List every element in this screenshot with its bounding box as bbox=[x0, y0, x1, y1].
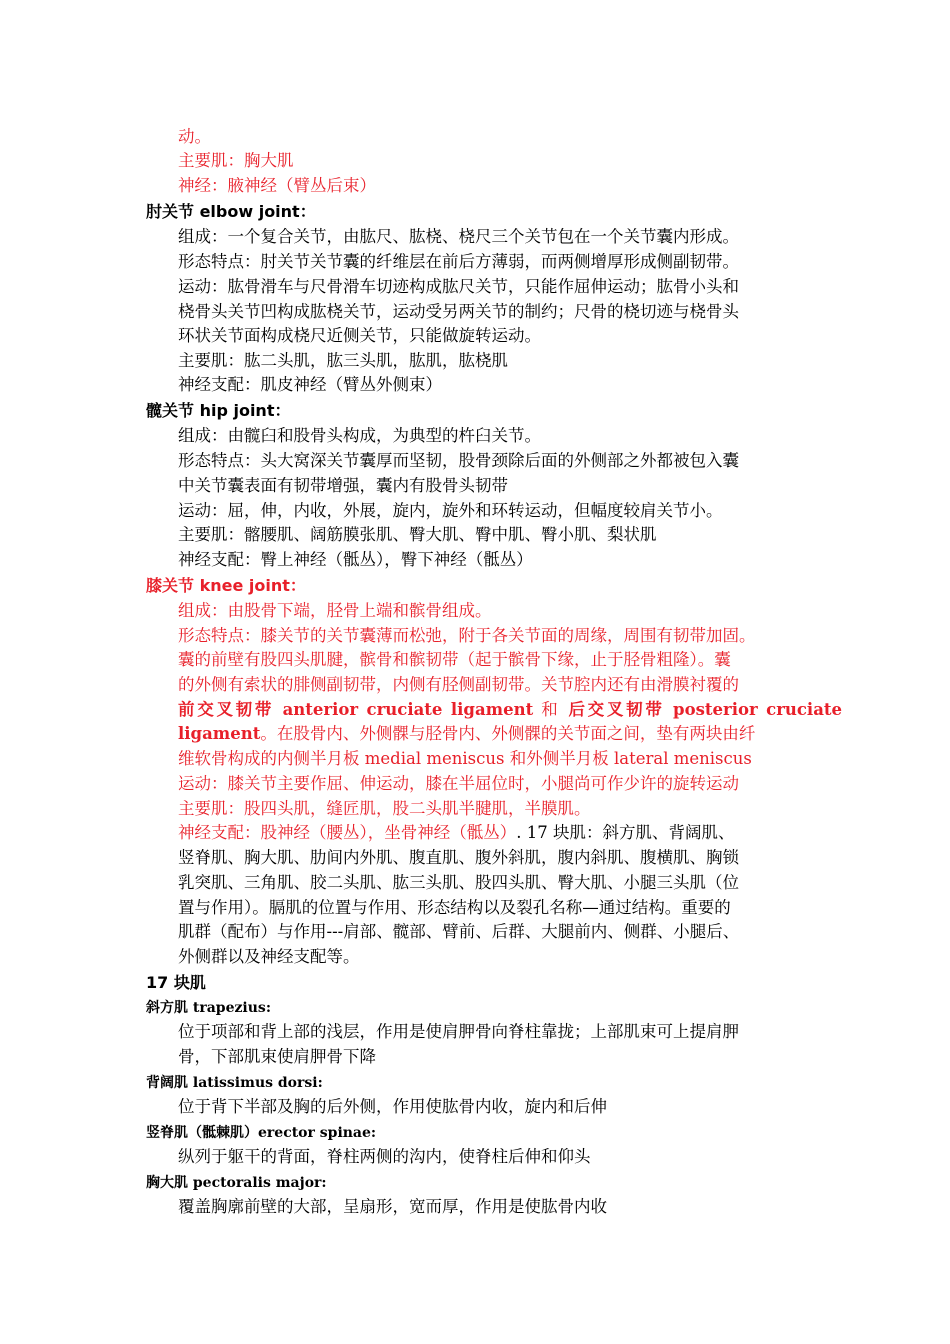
hip-heading: 髋关节 hip joint： bbox=[146, 401, 291, 420]
note-2: 竖脊肌、胸大肌、肋间内外肌、腹直肌、腹外斜肌，腹内斜肌、腹横肌、胸锁 bbox=[178, 848, 739, 867]
hip-features-2: 中关节囊表面有韧带增强，囊内有股骨头韧带 bbox=[178, 476, 508, 495]
knee-features-6: 维软骨构成的内侧半月板 medial meniscus 和外侧半月板 lateral meniscus bbox=[178, 749, 752, 768]
knee-heading: 膝关节 knee joint： bbox=[146, 576, 306, 595]
elbow-motion-2: 桡骨头关节凹构成肱桡关节，运动受另两关节的制约；尺骨的桡切迹与桡骨头 bbox=[178, 302, 739, 321]
knee-motion: 运动：膝关节主要作屈、伸运动，膝在半屈位时，小腿尚可作少许的旋转运动 bbox=[178, 774, 739, 793]
muscle-desc-trapezius-2: 骨，下部肌束使肩胛骨下降 bbox=[178, 1047, 376, 1066]
elbow-motion-3: 环状关节面构成桡尺近侧关节，只能做旋转运动。 bbox=[178, 326, 541, 345]
shoulder-muscles: 主要肌：胸大肌 bbox=[178, 151, 294, 170]
muscle-name-pectoralis: 胸大肌 pectoralis major: bbox=[146, 1175, 327, 1191]
acl-term: 前交叉韧带 anterior cruciate ligament bbox=[178, 700, 534, 719]
hip-nerve: 神经支配：臀上神经（骶丛），臀下神经（骶丛） bbox=[178, 550, 533, 569]
muscles17-heading: 17 块肌 bbox=[146, 973, 206, 992]
knee-features-2: 囊的前壁有股四头肌腱，髌骨和髌韧带（起于髌骨下缘，止于胫骨粗隆）。囊 bbox=[178, 650, 731, 669]
note-3: 乳突肌、三角肌、胶二头肌、肱三头肌、股四头肌、臀大肌、小腿三头肌（位 bbox=[178, 873, 739, 892]
elbow-muscles: 主要肌：肱二头肌，肱三头肌，肱肌，肱桡肌 bbox=[178, 351, 508, 370]
elbow-nerve: 神经支配：肌皮神经（臂丛外侧束） bbox=[178, 375, 442, 394]
note-4: 置与作用）。膈肌的位置与作用、形态结构以及裂孔名称—通过结构。重要的 bbox=[178, 898, 731, 917]
note-6: 外侧群以及神经支配等。 bbox=[178, 947, 360, 966]
note-1: . 17 块肌：斜方肌、背阔肌、 bbox=[516, 823, 735, 842]
elbow-features: 形态特点：肘关节关节囊的纤维层在前后方薄弱，而两侧增厚形成侧副韧带。 bbox=[178, 252, 739, 271]
knee-cruciate-line bbox=[178, 699, 842, 721]
muscle-desc-latissimus: 位于背下半部及胸的后外侧，作用使肱骨内收，旋内和后伸 bbox=[178, 1097, 607, 1116]
knee-muscles: 主要肌：股四头肌，缝匠肌，股二头肌半腱肌，半膜肌。 bbox=[178, 799, 591, 818]
pcl-term: 后交叉韧带 posterior cruciate bbox=[568, 700, 843, 719]
knee-features-5: 。在股骨内、外侧髁与胫骨内、外侧髁的关节面之间，垫有两块由纤 bbox=[260, 724, 756, 743]
knee-composition: 组成：由股骨下端，胫骨上端和髌骨组成。 bbox=[178, 601, 492, 620]
muscle-desc-erector-spinae: 纵列于躯干的背面，脊柱两侧的沟内，使脊柱后伸和仰头 bbox=[178, 1147, 591, 1166]
muscle-name-latissimus: 背阔肌 latissimus dorsi: bbox=[146, 1075, 323, 1091]
elbow-composition: 组成：一个复合关节，由肱尺、肱桡、桡尺三个关节包在一个关节囊内形成。 bbox=[178, 227, 739, 246]
muscle-name-erector-spinae: 竖脊肌（骶棘肌）erector spinae: bbox=[146, 1125, 377, 1141]
elbow-motion-1: 运动：肱骨滑车与尺骨滑车切迹构成肱尺关节，只能作屈伸运动；肱骨小头和 bbox=[178, 277, 739, 296]
knee-nerve-line bbox=[178, 822, 734, 844]
knee-features-1: 形态特点：膝关节的关节囊薄而松弛，附于各关节面的周缘，周围有韧带加固。 bbox=[178, 626, 756, 645]
shoulder-nerve: 神经：腋神经（臂丛后束） bbox=[178, 176, 376, 195]
knee-features-5-line bbox=[178, 723, 755, 745]
muscle-desc-pectoralis: 覆盖胸廓前壁的大部，呈扇形，宽而厚，作用是使肱骨内收 bbox=[178, 1197, 607, 1216]
pcl-term-tail: ligament bbox=[178, 724, 261, 743]
hip-muscles: 主要肌：髂腰肌、阔筋膜张肌、臀大肌、臀中肌、臀小肌、梨状肌 bbox=[178, 525, 657, 544]
hip-composition: 组成：由髋臼和股骨头构成，为典型的杵臼关节。 bbox=[178, 426, 541, 445]
hip-motion: 运动：屈，伸，内收，外展，旋内，旋外和环转运动，但幅度较肩关节小。 bbox=[178, 501, 723, 520]
shoulder-motion-tail: 动。 bbox=[178, 127, 211, 146]
elbow-heading: 肘关节 elbow joint： bbox=[146, 202, 316, 221]
and-word: 和 bbox=[541, 700, 561, 719]
knee-nerve: 神经支配：股神经（腰丛），坐骨神经（骶丛） bbox=[178, 823, 517, 842]
muscle-name-trapezius: 斜方肌 trapezius: bbox=[146, 1000, 271, 1016]
muscle-desc-trapezius-1: 位于项部和背上部的浅层，作用是使肩胛骨向脊柱靠拢；上部肌束可上提肩胛 bbox=[178, 1022, 739, 1041]
note-5: 肌群（配布）与作用---肩部、髋部、臂前、后群、大腿前内、侧群、小腿后、 bbox=[178, 922, 740, 941]
knee-features-3: 的外侧有索状的腓侧副韧带，内侧有胫侧副韧带。关节腔内还有由滑膜衬覆的 bbox=[178, 675, 739, 694]
hip-features-1: 形态特点：头大窝深关节囊厚而坚韧，股骨颈除后面的外侧部之外都被包入囊 bbox=[178, 451, 739, 470]
